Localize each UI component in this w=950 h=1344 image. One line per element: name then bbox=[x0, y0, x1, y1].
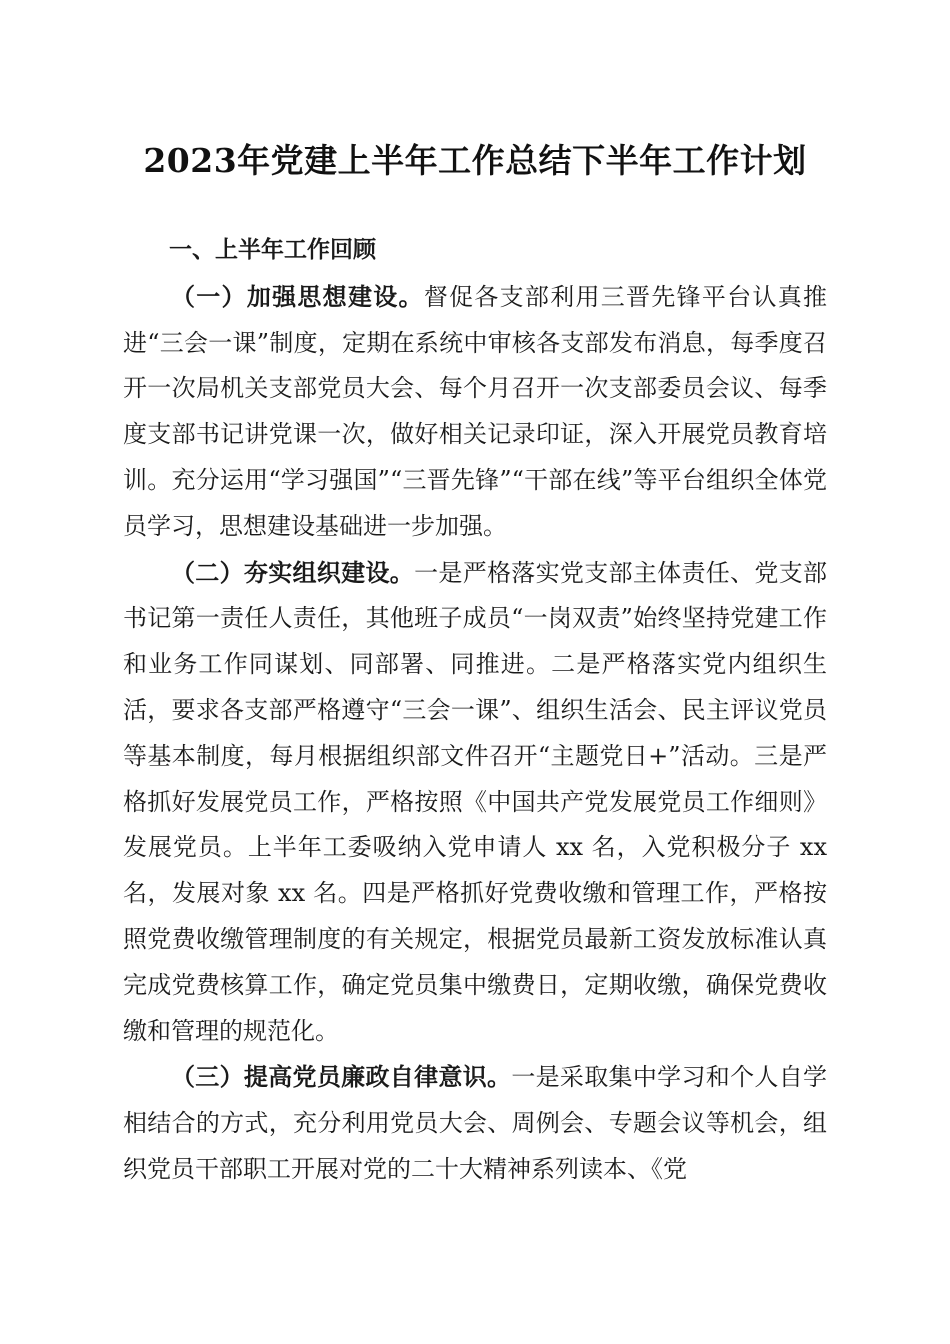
paragraph-text: 一是严格落实党支部主体责任、党支部书记第一责任人责任，其他班子成员“一岗双责”始终坚持党建工作和业务工作同谋划、同部署、同推进。二是严格落实党内组织生活，要求各支部严格遵守“三会一课”、组织生活会、民主评议党员等基本制度，每月根据组织部文件召开“主题党日+”活动。三是严格抓好发展党员工作，严格按照《中国共产党发展党员工作细则》发展党员。上半年工委吸纳入党申请人 xx 名，入党积极分子 xx 名，发展对象 xx 名。四是严格抓好党费收缴和管理工作，严格按照党费收缴管理制度的有关规定，根据党员最新工资发放标准认真完成党费核算工作，确定党员集中缴费日，定期收缴，确保党费收缴和管理的规范化。 bbox=[123, 558, 828, 1045]
paragraph-lead: （一）加强思想建设。 bbox=[171, 281, 424, 311]
paragraph-text: 督促各支部利用三晋先锋平台认真推进“三会一课”制度，定期在系统中审核各支部发布消息，每季度召开一次局机关支部党员大会、每个月召开一次支部委员会议、每季度支部书记讲党课一次，做好相关记录印证，深入开展党员教育培训。充分运用“学习强国”“三晋先锋”“干部在线”等平台组织全体党员学习，思想建设基础进一步加强。 bbox=[123, 282, 828, 540]
paragraph-text: 一是采取集中学习和个人自学相结合的方式，充分利用党员大会、周例会、专题会议等机会，组织党员干部职工开展对党的二十大精神系列读本、《党 bbox=[123, 1063, 828, 1183]
paragraph-thought-building bbox=[123, 274, 827, 550]
paragraph-lead: （二）夯实组织建设。 bbox=[171, 557, 415, 587]
paragraph-organization-building bbox=[123, 550, 827, 1055]
paragraph-integrity-awareness bbox=[123, 1054, 827, 1192]
section-heading: 一、上半年工作回顾 bbox=[169, 237, 376, 263]
document-title: 2023年党建上半年工作总结下半年工作计划 bbox=[143, 141, 807, 180]
document-body bbox=[123, 228, 827, 1193]
paragraph-lead: （三）提高党员廉政自律意识。 bbox=[171, 1062, 512, 1092]
